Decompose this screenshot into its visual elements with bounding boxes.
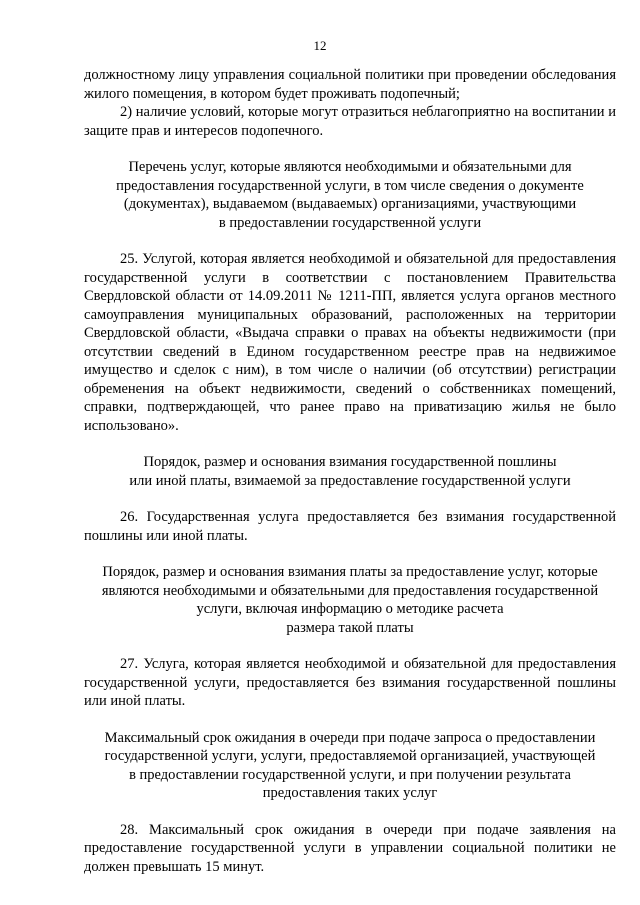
- section-heading-state-fee: [84, 453, 616, 490]
- paragraph-27: 27. Услуга, которая является необходимой и обязательной для предоставления государственной услуги, предоставляется без взимания государственной пошлины или иной платы.: [84, 656, 616, 709]
- section-heading-service-fee: [84, 563, 616, 637]
- paragraph-intro-continuation: должностному лицу управления социальной политики при проведении обследования жилого помещения, в котором будет проживать подопечный;: [84, 67, 616, 102]
- heading-line: (документах), выдаваемом (выдаваемых) организациями, участвующими: [123, 196, 577, 212]
- paragraph-26: 26. Государственная услуга предоставляется без взимания государственной пошлины или иной платы.: [84, 509, 616, 544]
- heading-line: в предоставлении государственной услуги: [218, 214, 482, 231]
- section-heading-services-list: [84, 158, 616, 232]
- paragraph-28: 28. Максимальный срок ожидания в очереди при подаче заявления на предоставление государственной услуги в управлении социальной политики не должен превышать 15 минут.: [84, 821, 616, 875]
- page-number: 12: [313, 38, 327, 53]
- heading-line: Перечень услуг, которые являются необходимыми и обязательными для: [128, 159, 572, 175]
- heading-line: государственной услуги, услуги, предоставляемой организацией, участвующей: [104, 748, 596, 764]
- heading-line: предоставления государственной услуги, в том числе сведения о документе: [116, 177, 584, 194]
- paragraph-25: 25. Услугой, которая является необходимой и обязательной для предоставления государственной услуги в соответствии с постановлением Правительства Свердловской области от 14.09.2011 № 1211-ПП, является услуга органов местного самоуправления муниципальных образований, расположенных на территории Свердловской области, «Выдача справки о правах на объекты недвижимости (при отсутствии сведений в Едином государственном реестре прав на недвижимое имущество и сделок с ним), в том числе о наличии (об отсутствии) регистрации обременения на объект недвижимости, сведений о собственниках помещений, справки, подтверждающей, что ранее право на приватизацию жилья не было использовано».: [84, 251, 616, 434]
- document-body: [84, 66, 616, 876]
- heading-line: услуги, включая информацию о методике расчета: [196, 601, 504, 617]
- heading-line: или иной платы, взимаемой за предоставление государственной услуги: [129, 472, 571, 489]
- heading-line: Максимальный срок ожидания в очереди при подаче запроса о предоставлении: [104, 729, 596, 746]
- paragraph-item-2: 2) наличие условий, которые могут отразиться неблагоприятно на воспитании и защите прав и интересов подопечного.: [84, 104, 616, 139]
- heading-line: предоставления таких услуг: [262, 785, 438, 801]
- heading-line: Порядок, размер и основания взимания государственной пошлины: [143, 454, 557, 470]
- heading-line: в предоставлении государственной услуги, и при получении результата: [129, 766, 571, 783]
- heading-line: размера такой платы: [286, 619, 414, 636]
- section-heading-queue-time: [84, 729, 616, 803]
- heading-line: являются необходимыми и обязательными для предоставления государственной: [101, 582, 599, 599]
- heading-line: Порядок, размер и основания взимания платы за предоставление услуг, которые: [102, 564, 598, 580]
